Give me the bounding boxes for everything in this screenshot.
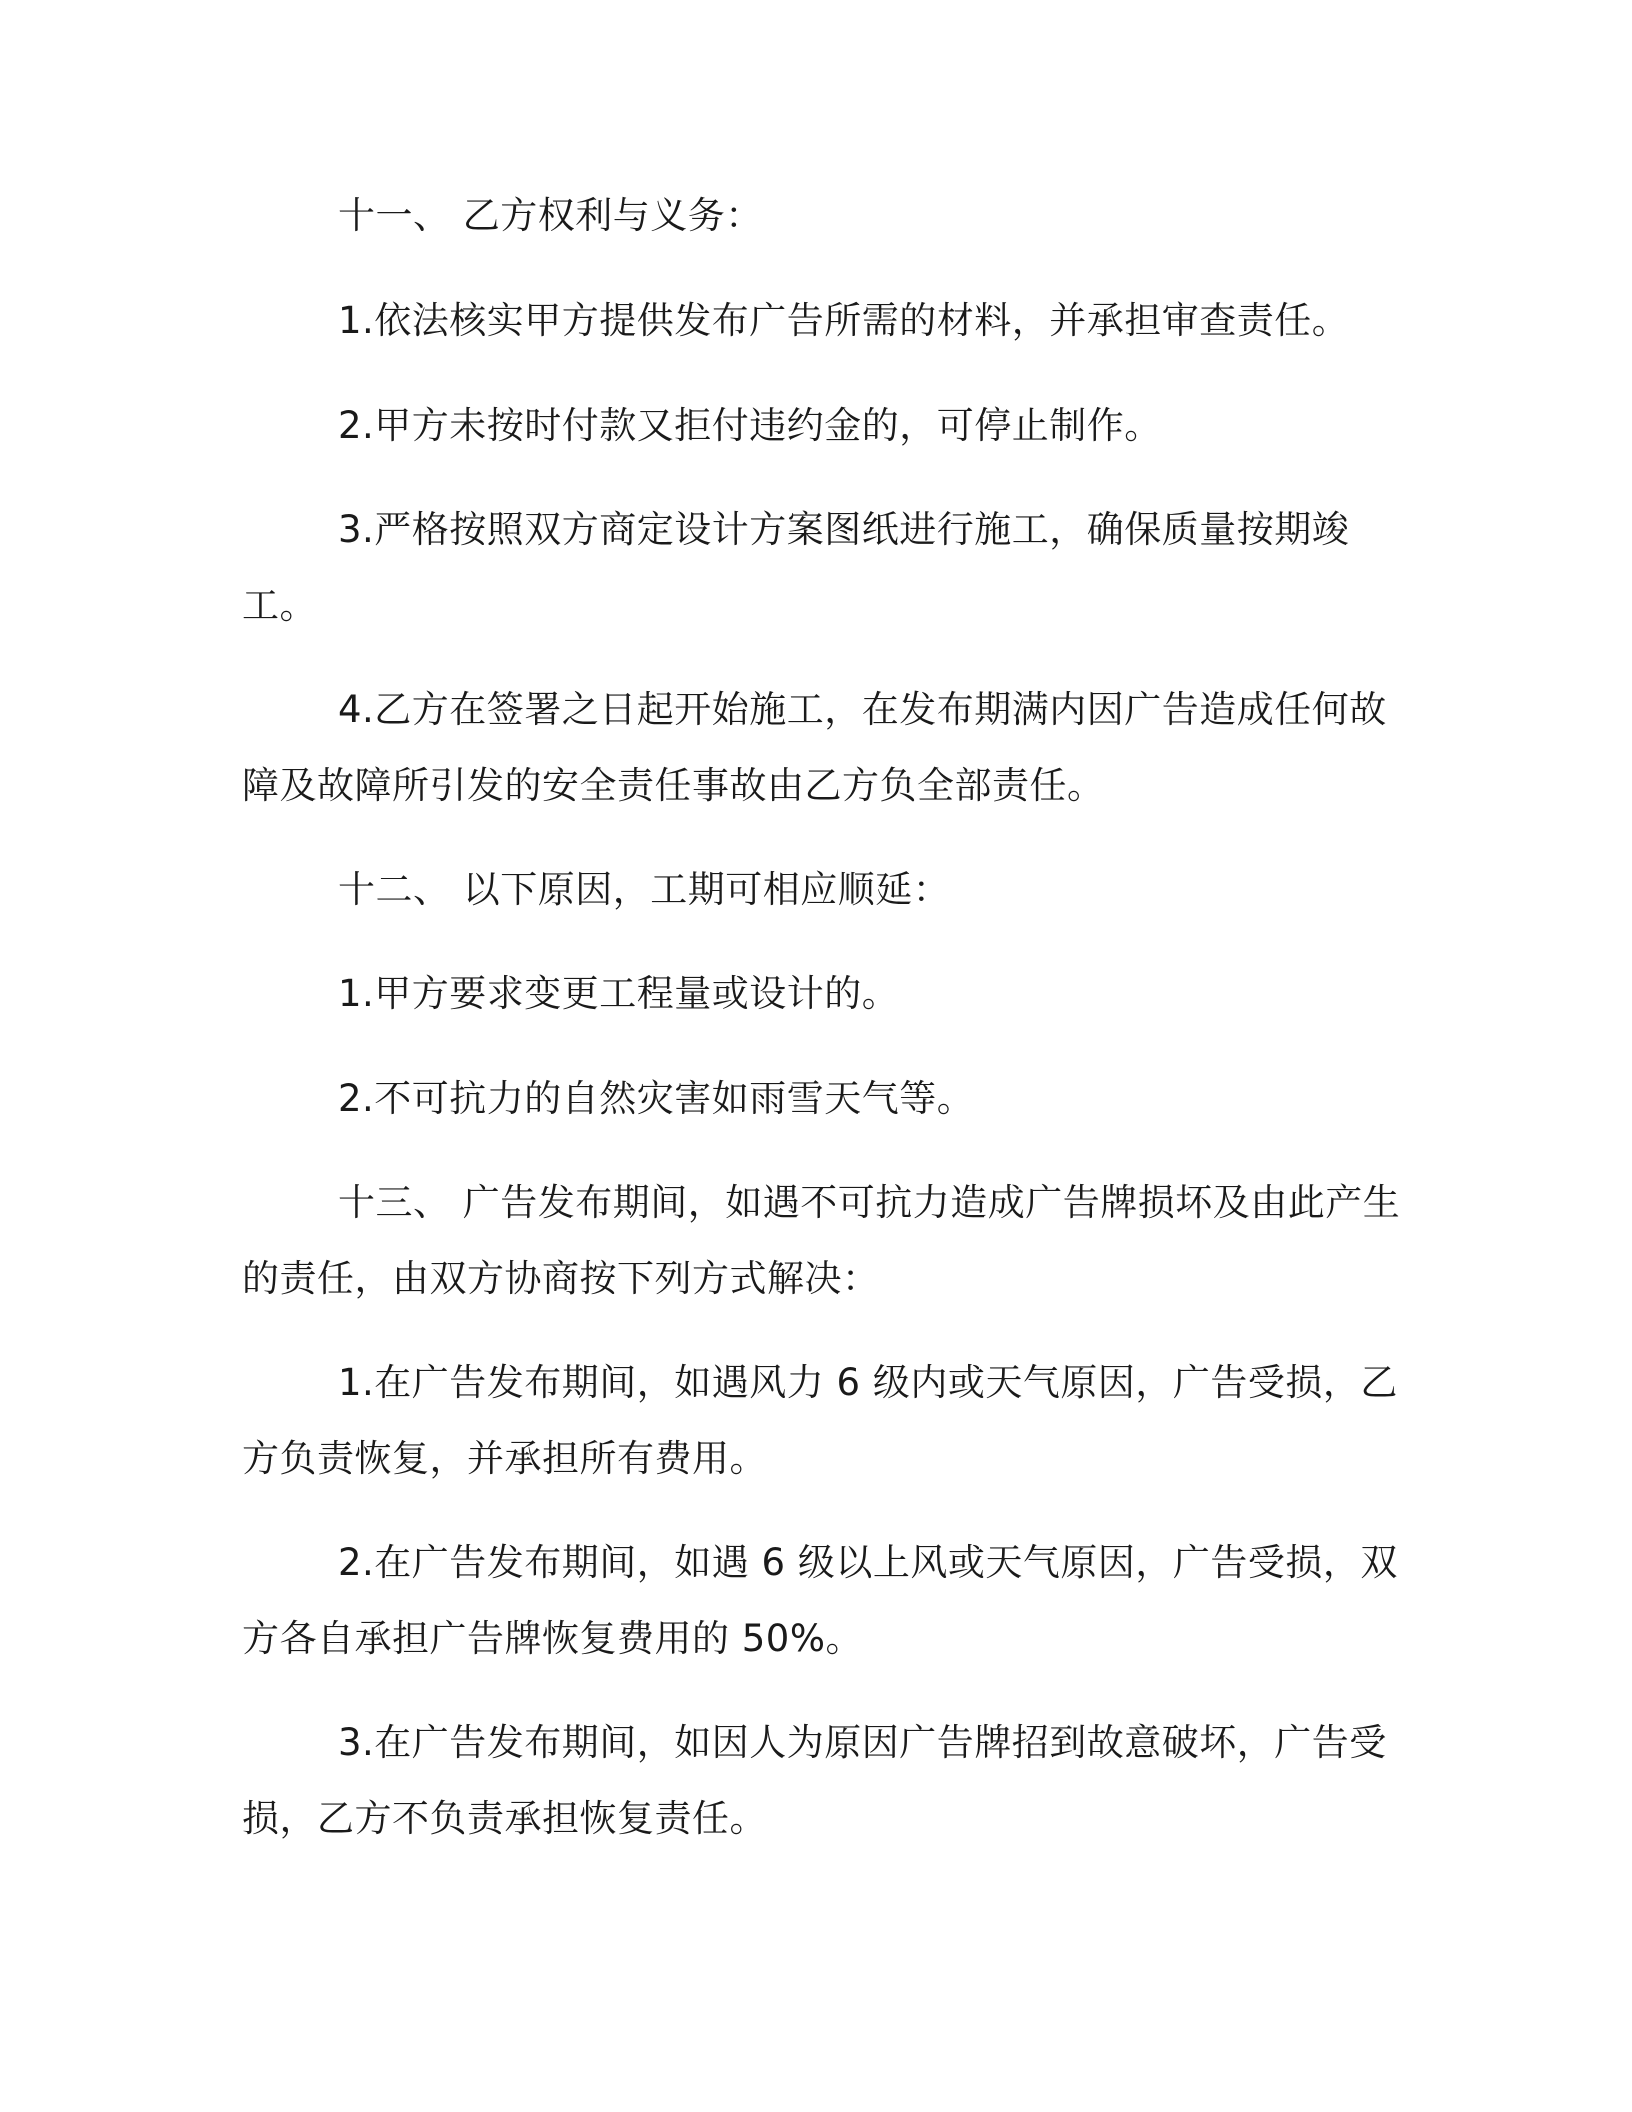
section-11-item-2 [242,388,1382,464]
section-13-heading-line-1: 十三、 广告发布期间，如遇不可抗力造成广告牌损坏及由此产生 [338,1181,1401,1224]
section-11-item-3-line-2: 工。 [242,584,317,627]
section-12-heading [242,852,1382,928]
section-11-item-3 [242,492,1382,644]
section-13-item-3 [242,1705,1387,1857]
section-11-item-4 [242,672,1387,824]
section-11-item-3-line-1: 3.严格按照双方商定设计方案图纸进行施工，确保质量按期竣 [338,508,1350,551]
section-13-heading-line-2: 的责任，由双方协商按下列方式解决： [242,1257,880,1300]
section-11-heading [242,178,1382,254]
section-13-item-2-line-2: 方各自承担广告牌恢复费用的 50%。 [242,1617,863,1660]
section-11-item-1-text: 1.依法核实甲方提供发布广告所需的材料，并承担审查责任。 [338,299,1350,342]
section-12-item-1-text: 1.甲方要求变更工程量或设计的。 [338,972,900,1015]
section-13-item-3-line-2: 损，乙方不负责承担恢复责任。 [242,1797,767,1840]
section-11-item-1 [242,283,1382,359]
section-13-item-1-line-1: 1.在广告发布期间，如遇风力 6 级内或天气原因，广告受损，乙 [338,1361,1398,1404]
section-11-item-4-line-2: 障及故障所引发的安全责任事故由乙方负全部责任。 [242,764,1105,807]
section-13-item-2-line-1: 2.在广告发布期间，如遇 6 级以上风或天气原因，广告受损，双 [338,1541,1398,1584]
section-13-item-3-line-1: 3.在广告发布期间，如因人为原因广告牌招到故意破坏，广告受 [338,1721,1387,1764]
section-12-heading-text: 十二、 以下原因，工期可相应顺延： [338,868,951,911]
section-13-item-2 [242,1525,1398,1677]
section-13-item-1-line-2: 方负责恢复，并承担所有费用。 [242,1437,767,1480]
section-11-item-4-line-1: 4.乙方在签署之日起开始施工，在发布期满内因广告造成任何故 [338,688,1387,731]
section-12-item-2-text: 2.不可抗力的自然灾害如雨雪天气等。 [338,1077,975,1120]
section-11-heading-text: 十一、 乙方权利与义务： [338,194,763,237]
section-13-item-1 [242,1345,1398,1497]
section-12-item-2 [242,1061,1382,1137]
section-13-heading [242,1165,1401,1317]
section-11-item-2-text: 2.甲方未按时付款又拒付违约金的，可停止制作。 [338,404,1162,447]
section-12-item-1 [242,956,1382,1032]
